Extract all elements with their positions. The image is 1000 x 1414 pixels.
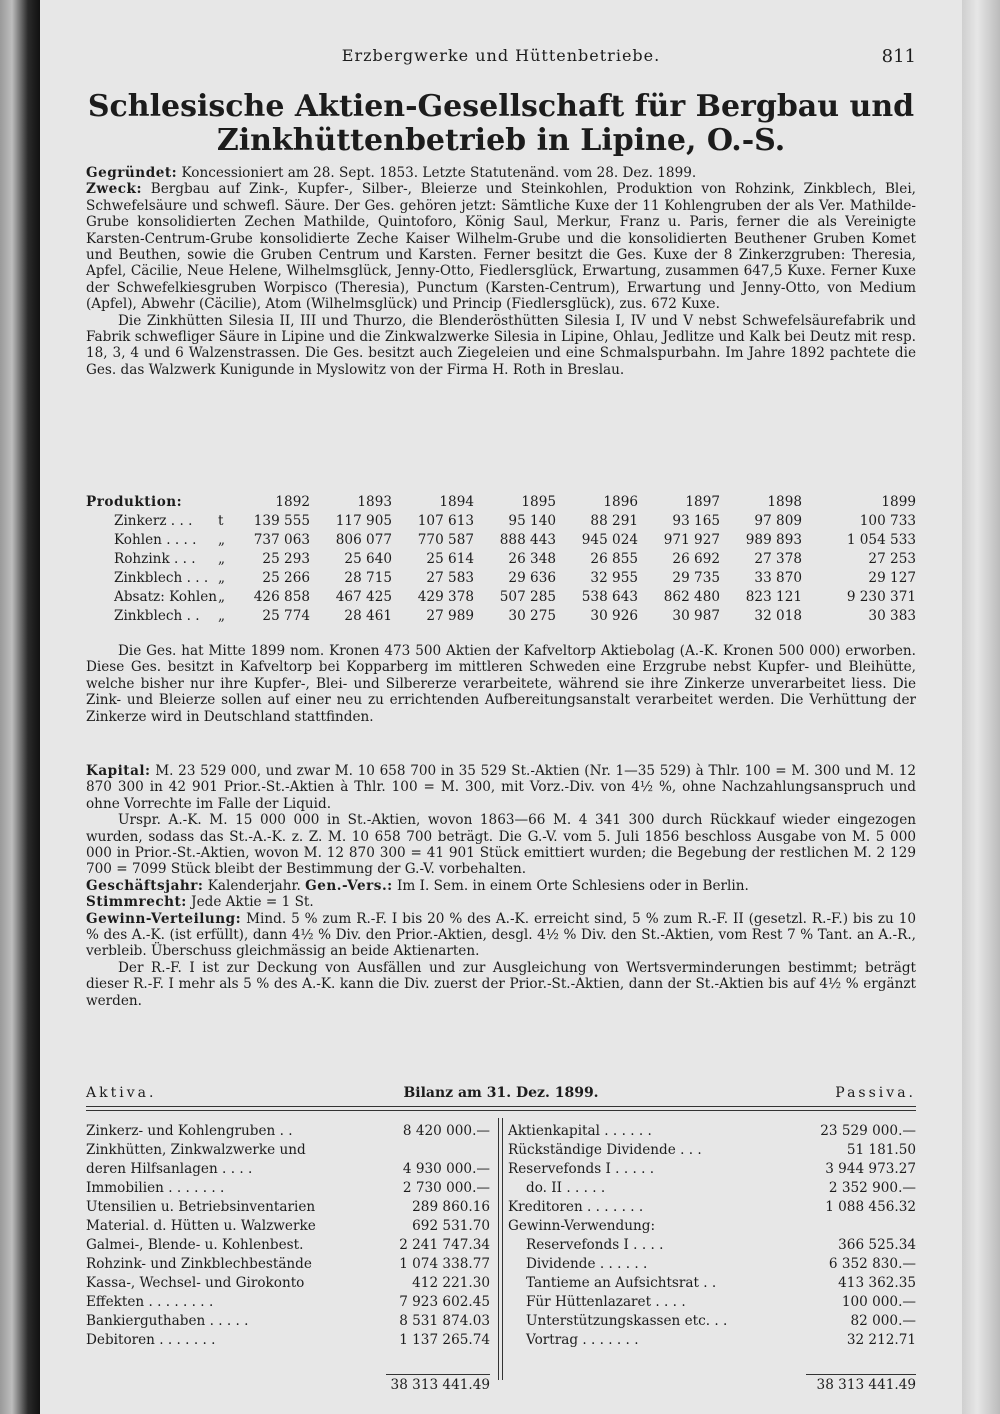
produktion-cell: 888 443	[499, 532, 556, 549]
bilanz-divider-double	[502, 1118, 503, 1380]
book-binding-edge	[0, 0, 40, 1414]
produktion-cell: 26 692	[672, 551, 720, 568]
produktion-row	[86, 588, 916, 607]
bilanz-divider	[498, 1118, 499, 1380]
aktiva-total-rule	[386, 1374, 490, 1375]
kapital-section	[86, 763, 916, 1009]
produktion-cell: 30 383	[868, 608, 916, 625]
produktion-cell: 25 614	[426, 551, 474, 568]
produktion-cell: 27 253	[868, 551, 916, 568]
produktion-cell: 29 735	[672, 570, 720, 587]
passiva-column	[508, 1122, 916, 1350]
produktion-cell: 467 425	[335, 589, 392, 606]
aktiva-row	[86, 1274, 490, 1293]
reservefonds-paragraph: Der R.-F. I ist zur Deckung von Ausfällen und zur Ausgleichung von Wertsverminderungen bestimmt; beträgt dieser R.-F. I mehr als 5 % des A.-K. kann die Div. zuerst der Prior.-St.-Aktien, dann der St.-Aktien bis auf 4½ % ergänzt werden.	[86, 959, 916, 1009]
produktion-cell: 25 266	[262, 570, 310, 587]
geschaeftsjahr-paragraph	[86, 878, 916, 894]
produktion-cell: 27 378	[754, 551, 802, 568]
passiva-item-value: 413 362.35	[838, 1275, 916, 1291]
bilanz-top-rule-double	[86, 1110, 916, 1111]
aktiva-row	[86, 1122, 490, 1141]
passiva-row	[508, 1255, 916, 1274]
passiva-label: Passiva.	[835, 1085, 916, 1101]
produktion-row-name: Zinkblech . .	[114, 608, 200, 625]
zweck-text: Bergbau auf Zink-, Kupfer-, Silber-, Bleierze und Steinkohlen, Produktion von Rohzink, Zinkblech, Blei, Schwefelsäure und schwefl. Säure. Der Ges. gehören jetzt: Sämtliche Kuxe der 11 Kohlengruben der als Ver. Mathilde-Grube konsolidierten Zechen Mathilde, Quintoforo, König Saul, Merkur, Franz u. Paris, ferner die als Vereinigte Karsten-Centrum-Grube konsolidierte Zeche Kaiser Wilhelm-Grube und die konsolidierten Beuthener Gruben Komet und Beuthen, sowie die Gruben Centrum und Karsten. Ferner besitzt die Ges. Kuxe der 8 Zinkerzgruben: Theresia, Apfel, Cäcilie, Neue Helene, Wilhelmsglück, Jenny-Otto, Fiedlersglück, Erwartung, zusammen 647,5 Kuxe. Ferner Kuxe der Schwefelkiesgruben Worpisco (Theresia), Punctum (Karsten-Centrum), Erwartung und Jenny-Otto, von Medium (Apfel), Abwehr (Cäcilie), Atom (Wilhelmsglück) und Princip (Fiedlersglück), zus. 672 Kuxe.	[86, 181, 916, 313]
produktion-cell: 26 855	[590, 551, 638, 568]
page-right-edge	[962, 0, 1000, 1414]
stimmrecht-text: Jede Aktie = 1 St.	[186, 894, 314, 911]
produktion-table	[86, 493, 916, 626]
passiva-item-label: Aktienkapital . . . . . .	[508, 1123, 652, 1139]
produktion-row	[86, 531, 916, 550]
page-number: 811	[881, 46, 916, 67]
produktion-row-unit: „	[218, 532, 226, 549]
kapital-label: Kapital:	[86, 763, 151, 779]
produktion-cell: 32 955	[590, 570, 638, 587]
produktion-cell: 28 461	[344, 608, 392, 625]
produktion-cell: 93 165	[672, 513, 720, 530]
produktion-row-unit: „	[218, 551, 226, 568]
produktion-row-unit: „	[218, 608, 226, 625]
produktion-cell: 29 127	[868, 570, 916, 587]
aktiva-row	[86, 1141, 490, 1160]
zinkhuetten-paragraph: Die Zinkhütten Silesia II, III und Thurzo, die Blenderösthütten Silesia I, IV und V nebst Schwefelsäurefabrik und Fabrik schwefliger Säure in Lipine und die Zinkwalzwerke Silesia in Lipine, Ohlau, Jedlitze und Kalk bei Deutz mit resp. 18, 3, 4 und 6 Walzenstrassen. Die Ges. besitzt auch Ziegeleien und eine Schmalspurbahn. Im Jahre 1892 pachtete die Ges. das Walzwerk Kunigunde in Myslowitz von der Firma H. Roth in Breslau.	[86, 312, 916, 378]
year-header: 1893	[357, 494, 392, 511]
produktion-header-row	[86, 493, 916, 512]
produktion-row	[86, 607, 916, 626]
title-line-1: Schlesische Aktien-Gesellschaft für Bergbau und	[87, 89, 915, 124]
aktiva-item-value: 8 420 000.—	[402, 1123, 490, 1139]
company-title	[86, 90, 916, 158]
aktiva-item-label: Kassa-, Wechsel- und Girokonto	[86, 1275, 305, 1291]
aktiva-item-label: Rohzink- und Zinkblechbestände	[86, 1256, 312, 1272]
produktion-cell: 29 636	[508, 570, 556, 587]
stimmrecht-label: Stimmrecht:	[86, 894, 187, 911]
produktion-row-name: Zinkblech . . .	[114, 570, 209, 587]
aktiva-item-label: Bankierguthaben . . . . .	[86, 1313, 249, 1329]
passiva-item-label: Vortrag . . . . . . .	[526, 1332, 639, 1348]
passiva-item-value: 3 944 973.27	[825, 1161, 916, 1177]
passiva-item-value: 100 000.—	[841, 1294, 916, 1310]
produktion-cell: 33 870	[754, 570, 802, 587]
kafveltorp-section	[86, 643, 916, 725]
produktion-cell: 429 378	[417, 589, 474, 606]
kapital-history-paragraph: Urspr. A.-K. M. 15 000 000 in St.-Aktien, wovon 1863—66 M. 4 341 300 durch Rückkauf wieder eingezogen wurden, sodass das St.-A.-K. z. Z. M. 10 658 700 beträgt. Die G.-V. vom 5. Juli 1856 beschloss Ausgabe von M. 5 000 000 in Prior.-St.-Aktien, wovon M. 12 870 300 = 41 901 Stück emittiert wurden; die Begebung der restlichen M. 2 129 700 = 7099 Stück bleibt der Bestimmung der G.-V. vorbehalten.	[86, 812, 916, 878]
aktiva-item-label: Material. d. Hütten u. Walzwerke	[86, 1218, 316, 1234]
aktiva-item-value: 4 930 000.—	[402, 1161, 490, 1177]
running-header: Erzbergwerke und Hüttenbetriebe.	[341, 46, 661, 65]
aktiva-item-value: 412 221.30	[412, 1275, 490, 1291]
aktiva-item-value: 289 860.16	[412, 1199, 490, 1215]
passiva-item-label: Reservefonds I . . . .	[526, 1237, 664, 1253]
aktiva-item-value: 692 531.70	[412, 1218, 490, 1234]
zweck-paragraph	[86, 181, 916, 312]
year-header: 1899	[881, 494, 916, 511]
aktiva-row	[86, 1217, 490, 1236]
produktion-cell: 32 018	[754, 608, 802, 625]
scanned-page	[40, 0, 962, 1414]
passiva-total-rule	[806, 1374, 916, 1375]
bilanz-title: Bilanz am 31. Dez. 1899.	[403, 1085, 599, 1101]
produktion-row-unit: t	[218, 513, 224, 530]
produktion-cell: 26 348	[508, 551, 556, 568]
aktiva-item-value: 1 074 338.77	[399, 1256, 490, 1272]
passiva-item-value: 51 181.50	[846, 1142, 916, 1158]
produktion-row-unit: „	[218, 589, 226, 606]
aktiva-row	[86, 1293, 490, 1312]
produktion-cell: 426 858	[253, 589, 310, 606]
aktiva-row	[86, 1255, 490, 1274]
passiva-item-value: 32 212.71	[846, 1332, 916, 1348]
year-header: 1892	[275, 494, 310, 511]
passiva-item-label: Unterstützungskassen etc. . .	[526, 1313, 728, 1329]
passiva-item-value: 1 088 456.32	[825, 1199, 916, 1215]
year-header: 1898	[767, 494, 802, 511]
year-header: 1897	[685, 494, 720, 511]
bilanz-top-rule	[86, 1106, 916, 1107]
produktion-row-name: Kohlen . . . .	[114, 532, 197, 549]
produktion-cell: 823 121	[745, 589, 802, 606]
produktion-cell: 737 063	[253, 532, 310, 549]
produktion-cell: 25 774	[262, 608, 310, 625]
passiva-item-label: Reservefonds I . . . . .	[508, 1161, 655, 1177]
passiva-row	[508, 1293, 916, 1312]
produktion-row	[86, 550, 916, 569]
produktion-cell: 100 733	[859, 513, 916, 530]
aktiva-row	[86, 1160, 490, 1179]
produktion-cell: 27 989	[426, 608, 474, 625]
produktion-cell: 971 927	[663, 532, 720, 549]
aktiva-row	[86, 1312, 490, 1331]
title-line-2: Zinkhüttenbetrieb in Lipine, O.-S.	[216, 123, 786, 158]
produktion-row-unit: „	[218, 570, 226, 587]
kafveltorp-paragraph: Die Ges. hat Mitte 1899 nom. Kronen 473 500 Aktien der Kafveltorp Aktiebolag (A.-K. Kronen 500 000) erworben. Diese Ges. besitzt in Kafveltorp bei Kopparberg im mittleren Schweden eine Erzgrube nebst Kupfer- und Bleihütte, welche bisher nur ihre Kupfer-, Blei- und Silbererze verarbeitete, während sie ihre Zinkerze unverarbeitet liess. Die Zink- und Bleierze sollen auf einer neu zu errichtenden Aufbereitungsanstalt verarbeitet werden. Die Verhüttung der Zinkerze wird in Deutschland stattfinden.	[86, 643, 916, 725]
gegruendet-paragraph	[86, 165, 916, 181]
passiva-item-label: Rückständige Dividende . . .	[508, 1142, 702, 1158]
year-header: 1894	[439, 494, 474, 511]
aktiva-column	[86, 1122, 490, 1350]
produktion-cell: 95 140	[508, 513, 556, 530]
produktion-cell: 107 613	[417, 513, 474, 530]
passiva-item-value: 82 000.—	[850, 1313, 916, 1329]
gen-vers-label: Gen.-Vers.:	[305, 877, 393, 894]
produktion-cell: 945 024	[581, 532, 638, 549]
passiva-row	[508, 1122, 916, 1141]
gewinn-label: Gewinn-Verteilung:	[86, 910, 242, 927]
aktiva-item-value: 1 137 265.74	[399, 1332, 490, 1348]
produktion-row	[86, 512, 916, 531]
gen-vers-text: Im I. Sem. in einem Orte Schlesiens oder in Berlin.	[392, 877, 749, 894]
passiva-row	[508, 1160, 916, 1179]
produktion-cell: 30 926	[590, 608, 638, 625]
passiva-row	[508, 1236, 916, 1255]
kapital-text: M. 23 529 000, und zwar M. 10 658 700 in 35 529 St.-Aktien (Nr. 1—35 529) à Thlr. 100 = M. 300 und M. 12 870 300 in 42 901 Prior.-St.-Aktien à Thlr. 100 = M. 300, mit Vorz.-Div. von 4½ %, ohne Nachzahlungsanspruch und ohne Vorrechte im Falle der Liquid.	[86, 763, 916, 812]
produktion-row-name: Absatz: Kohlen	[114, 589, 218, 606]
year-header: 1896	[603, 494, 638, 511]
produktion-cell: 30 987	[672, 608, 720, 625]
passiva-item-label: Tantieme an Aufsichtsrat . .	[526, 1275, 717, 1291]
produktion-cell: 25 293	[262, 551, 310, 568]
produktion-cell: 97 809	[754, 513, 802, 530]
year-header: 1895	[521, 494, 556, 511]
kapital-paragraph	[86, 763, 916, 812]
produktion-row-name: Zinkerz . . .	[114, 513, 193, 530]
passiva-row	[508, 1312, 916, 1331]
aktiva-item-label: Immobilien . . . . . . .	[86, 1180, 225, 1196]
aktiva-item-value: 2 730 000.—	[402, 1180, 490, 1196]
aktiva-item-label: Debitoren . . . . . . .	[86, 1332, 216, 1348]
produktion-cell: 117 905	[335, 513, 392, 530]
gegruendet-label: Gegründet:	[86, 165, 178, 181]
aktiva-item-label: deren Hilfsanlagen . . . .	[86, 1161, 253, 1177]
aktiva-total: 38 313 441.49	[390, 1377, 490, 1393]
gegruendet-text: Koncessioniert am 28. Sept. 1853. Letzte Statutenänd. vom 28. Dez. 1899.	[177, 165, 697, 181]
produktion-cell: 1 054 533	[846, 532, 916, 549]
passiva-row	[508, 1198, 916, 1217]
stimmrecht-paragraph	[86, 894, 916, 910]
produktion-row	[86, 569, 916, 588]
produktion-cell: 30 275	[508, 608, 556, 625]
produktion-cell: 9 230 371	[846, 589, 916, 606]
passiva-row	[508, 1217, 916, 1236]
aktiva-item-value: 2 241 747.34	[399, 1237, 490, 1253]
passiva-total: 38 313 441.49	[816, 1377, 916, 1393]
produktion-cell: 770 587	[417, 532, 474, 549]
produktion-cell: 806 077	[335, 532, 392, 549]
aktiva-item-label: Galmei-, Blende- u. Kohlenbest.	[86, 1237, 304, 1253]
geschaeftsjahr-label: Geschäftsjahr:	[86, 877, 204, 894]
aktiva-item-label: Zinkerz- und Kohlengruben . .	[86, 1123, 293, 1139]
aktiva-row	[86, 1236, 490, 1255]
zweck-label: Zweck:	[86, 181, 142, 198]
description-section	[86, 165, 916, 378]
geschaeftsjahr-text: Kalenderjahr.	[203, 877, 301, 894]
passiva-row	[508, 1274, 916, 1293]
produktion-label: Produktion:	[86, 494, 183, 511]
gewinn-text: Mind. 5 % zum R.-F. I bis 20 % des A.-K. erreicht sind, 5 % zum R.-F. II (gesetzl. R.-F.) bis zu 10 % des A.-K. (ist erfüllt), dann 4½ % Div. den Prior.-Aktien, desgl. 4½ % Div. den St.-Aktien, vom Rest 7 % Tant. an A.-R., verbleib. Überschuss gleichmässig an beide Aktienarten.	[86, 910, 916, 960]
passiva-item-value: 366 525.34	[838, 1237, 916, 1253]
passiva-row	[508, 1141, 916, 1160]
passiva-item-label: Gewinn-Verwendung:	[508, 1218, 656, 1234]
passiva-item-label: Dividende . . . . . .	[526, 1256, 648, 1272]
bilanz-header	[86, 1085, 916, 1105]
produktion-cell: 989 893	[745, 532, 802, 549]
produktion-cell: 139 555	[253, 513, 310, 530]
produktion-cell: 27 583	[426, 570, 474, 587]
aktiva-row	[86, 1179, 490, 1198]
produktion-cell: 28 715	[344, 570, 392, 587]
aktiva-row	[86, 1331, 490, 1350]
passiva-item-label: do. II . . . . .	[526, 1180, 606, 1196]
gewinn-paragraph	[86, 911, 916, 960]
produktion-cell: 25 640	[344, 551, 392, 568]
aktiva-item-value: 8 531 874.03	[399, 1313, 490, 1329]
passiva-item-label: Kreditoren . . . . . . .	[508, 1199, 644, 1215]
aktiva-item-label: Zinkhütten, Zinkwalzwerke und	[86, 1142, 306, 1158]
produktion-section	[86, 493, 916, 626]
aktiva-item-label: Effekten . . . . . . . .	[86, 1294, 214, 1310]
passiva-item-value: 6 352 830.—	[828, 1256, 916, 1272]
passiva-row	[508, 1179, 916, 1198]
passiva-item-value: 23 529 000.—	[820, 1123, 916, 1139]
produktion-row-name: Rohzink . . .	[114, 551, 196, 568]
produktion-cell: 88 291	[590, 513, 638, 530]
aktiva-item-label: Utensilien u. Betriebsinventarien	[86, 1199, 316, 1215]
produktion-cell: 538 643	[581, 589, 638, 606]
produktion-cell: 862 480	[663, 589, 720, 606]
passiva-item-label: Für Hüttenlazaret . . . .	[526, 1294, 686, 1310]
produktion-cell: 507 285	[499, 589, 556, 606]
passiva-row	[508, 1331, 916, 1350]
aktiva-label: Aktiva.	[86, 1085, 157, 1101]
aktiva-row	[86, 1198, 490, 1217]
aktiva-item-value: 7 923 602.45	[399, 1294, 490, 1310]
passiva-item-value: 2 352 900.—	[828, 1180, 916, 1196]
